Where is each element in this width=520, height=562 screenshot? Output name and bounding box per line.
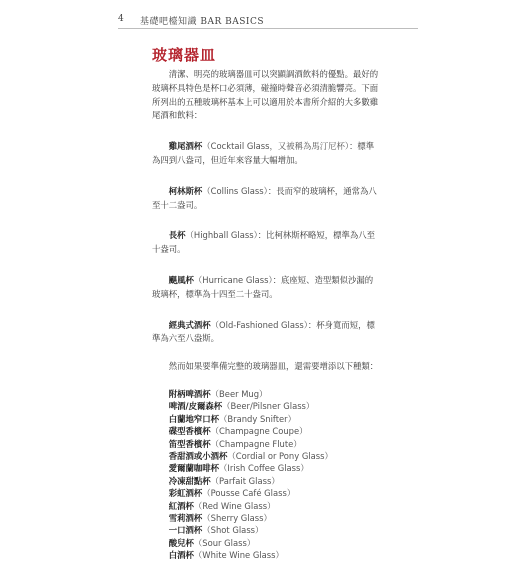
glass-name-en: （Champagne Flute） [210,438,302,449]
list-item [169,549,380,561]
list-item [169,512,380,524]
body-text [152,68,380,562]
list-item [169,537,380,549]
entry-description: ：長而窄的玻璃杯，通常為八至十二盎司。 [152,185,377,210]
glassware-list [152,388,380,562]
glass-name-zh: 白蘭地窄口杯 [168,413,220,424]
glass-name-zh: 白酒杯 [168,550,194,561]
entry-description: ：標準為四到八盎司，但近年來容量大幅增加。 [152,141,375,165]
page-number: 4 [118,14,124,24]
intro-paragraph: 清潔、明亮的玻璃器皿可以突顯調酒飲料的優點。最好的玻璃杯具特色是杯口必須薄，碰撞時聲音必須清脆響亮。下面所列出的五種玻璃杯基本上可以適用於本書所介紹的大多數雞尾酒和飲料： [152,69,379,121]
entry-english: （Hurricane Glass） [193,274,273,285]
entry-term: 長杯 [168,230,186,241]
glass-name-zh: 雪莉酒杯 [168,513,203,524]
glass-entry-cocktail [152,140,380,168]
list-item [169,462,380,474]
glass-name-en: （Brandy Snifter） [219,413,296,424]
entry-description: ：底座短、造型類似沙漏的玻璃杯，標準為十四至二十盎司。 [152,274,374,299]
glass-entry-hurricane [152,274,380,302]
section-title: 玻璃器皿 [152,46,217,64]
entry-term: 經典式酒杯 [168,319,211,330]
list-item [169,475,380,487]
glass-entry-old-fashioned [152,319,380,347]
entry-term: 雞尾酒杯 [168,141,203,152]
list-item [169,438,380,450]
glass-name-zh: 愛爾蘭咖啡杯 [168,463,220,474]
entry-english: （Cocktail Glass，又被稱為馬汀尼杯） [202,141,350,152]
entry-english: （Old-Fashioned Glass） [210,319,308,330]
glass-name-en: （Champagne Coupe） [210,426,308,437]
list-item [169,524,380,536]
glass-name-zh: 碟型香檳杯 [168,426,211,437]
glass-name-en: （Parfait Glass） [210,475,280,486]
list-item [169,425,380,437]
entry-description: ：比柯林斯杯略短，標準為八至十盎司。 [152,230,376,255]
glass-name-zh: 笛型香檳杯 [168,438,211,449]
glass-name-en: （Shot Glass） [202,525,264,536]
glass-name-zh: 啤酒/皮爾森杯 [168,401,223,412]
glass-name-en: （Sherry Glass） [202,513,272,524]
glass-name-zh: 彩虹酒杯 [168,488,203,499]
glass-name-en: （Irish Coffee Glass） [219,463,309,474]
glass-name-en: （Sour Glass） [193,537,256,548]
list-item [169,400,380,412]
header-rule [118,28,418,29]
glass-name-en: （White Wine Glass） [193,550,284,561]
running-header [118,14,418,28]
list-item [169,487,380,499]
lead-in-paragraph: 然而如果要準備完整的玻璃器皿，還需要增添以下種類： [168,361,379,372]
entry-term: 柯林斯杯 [168,185,203,196]
glass-name-zh: 一口酒杯 [168,525,203,536]
entry-english: （Highball Glass） [185,230,258,241]
glass-name-en: （Cordial or Pony Glass） [227,450,333,461]
entry-description: ：杯身寬而短，標準為六至八盎斯。 [152,319,375,344]
glass-name-en: （Beer Mug） [210,388,268,399]
glass-name-en: （Pousse Café Glass） [202,488,296,499]
glass-name-zh: 紅酒杯 [168,500,194,511]
glass-name-zh: 附柄啤酒杯 [168,388,211,399]
running-title: 基礎吧檯知識 BAR BASICS [140,17,264,27]
glass-entry-highball [152,229,380,257]
glass-name-en: （Beer/Pilsner Glass） [222,401,315,412]
list-item [169,450,380,462]
list-item [169,413,380,425]
list-item [169,500,380,512]
glass-name-zh: 酸兒杯 [168,537,194,548]
list-item [169,388,380,400]
entry-term: 颶風杯 [168,274,194,285]
entry-english: （Collins Glass） [202,185,268,196]
glass-entry-collins [152,185,380,213]
glass-name-en: （Red Wine Glass） [193,500,276,511]
glass-name-zh: 冷凍甜點杯 [168,475,211,486]
glass-name-zh: 香甜酒或小酒杯 [168,450,228,461]
